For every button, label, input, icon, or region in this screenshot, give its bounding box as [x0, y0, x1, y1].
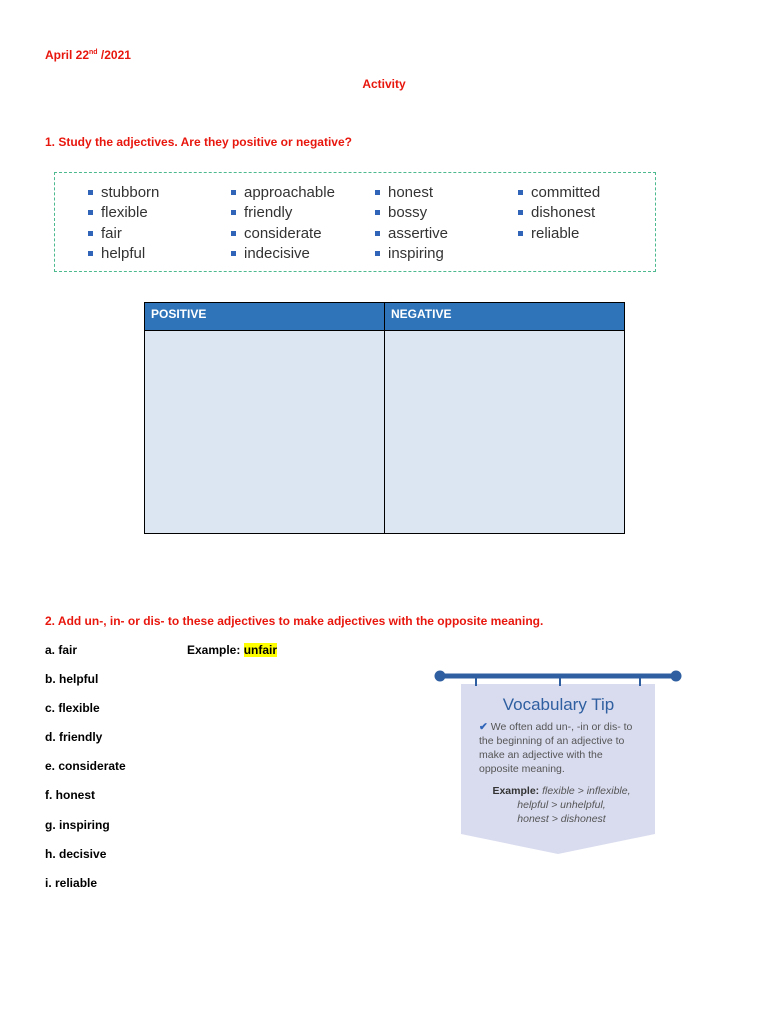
tip-body — [479, 720, 644, 776]
word-item: committed — [518, 182, 600, 203]
bullet-icon — [88, 231, 93, 236]
activity-title: Activity — [362, 77, 406, 91]
word-item: considerate — [231, 223, 335, 244]
word-item: approachable — [231, 182, 335, 203]
positive-negative-table — [144, 302, 625, 534]
list-item: b. helpful — [45, 672, 99, 686]
word-item: honest — [375, 182, 448, 203]
tip-example-line: honest > dishonest — [517, 813, 606, 825]
list-item: d. friendly — [45, 730, 103, 744]
rod-end-left — [435, 671, 446, 682]
word-item: assertive — [375, 223, 448, 244]
word-item: friendly — [231, 203, 335, 224]
tip-example — [479, 784, 644, 826]
tip-example-label: Example: — [492, 785, 540, 797]
adjective-word-box — [54, 172, 656, 272]
positive-header: POSITIVE — [145, 303, 385, 331]
bullet-icon — [231, 251, 236, 256]
word-item: bossy — [375, 203, 448, 224]
date — [45, 48, 131, 62]
word-item: inspiring — [375, 244, 448, 265]
word-column-3 — [375, 182, 448, 264]
bullet-icon — [231, 210, 236, 215]
word-item: flexible — [88, 203, 159, 224]
bullet-icon — [518, 190, 523, 195]
bullet-icon — [231, 231, 236, 236]
tip-title: Vocabulary Tip — [502, 695, 615, 714]
list-item: a. fair — [45, 643, 78, 657]
question-2-title: 2. Add un-, in- or dis- to these adjectives to make adjectives with the opposite meaning. — [45, 614, 544, 628]
list-item: g. inspiring — [45, 818, 110, 832]
bullet-icon — [375, 210, 380, 215]
bullet-icon — [231, 190, 236, 195]
date-suffix: nd — [89, 49, 98, 56]
word-column-2 — [231, 182, 335, 264]
word-item: reliable — [518, 223, 600, 244]
example — [187, 643, 277, 657]
negative-answer-cell[interactable] — [385, 331, 624, 533]
example-answer: unfair — [243, 643, 278, 657]
tip-example-line: flexible > inflexible, — [542, 785, 631, 797]
bullet-icon — [88, 251, 93, 256]
bullet-icon — [518, 210, 523, 215]
bullet-icon — [375, 251, 380, 256]
question-1-title: 1. Study the adjectives. Are they positive or negative? — [45, 135, 352, 149]
date-main: April 22 — [45, 48, 90, 62]
tip-example-line: helpful > unhelpful, — [517, 799, 606, 811]
list-item: i. reliable — [45, 876, 98, 890]
negative-header: NEGATIVE — [385, 303, 624, 331]
list-item: h. decisive — [45, 847, 107, 861]
bullet-icon — [88, 210, 93, 215]
word-column-4 — [518, 182, 600, 244]
bullet-icon — [375, 190, 380, 195]
example-label: Example: — [187, 643, 244, 657]
tip-body-text: We often add un-, -in or dis- to the beginning of an adjective to make an adjective with the opposite meaning. — [479, 721, 633, 775]
check-icon: ✔ — [479, 721, 488, 733]
bullet-icon — [518, 231, 523, 236]
word-item: indecisive — [231, 244, 335, 265]
word-item: fair — [88, 223, 159, 244]
list-item: c. flexible — [45, 701, 100, 715]
word-column-1 — [88, 182, 159, 264]
word-item: dishonest — [518, 203, 600, 224]
list-item: e. considerate — [45, 759, 126, 773]
positive-answer-cell[interactable] — [145, 331, 385, 533]
list-item: f. honest — [45, 788, 95, 802]
rod-end-right — [671, 671, 682, 682]
bullet-icon — [88, 190, 93, 195]
word-item: helpful — [88, 244, 159, 265]
date-year: /2021 — [97, 48, 131, 62]
vocabulary-tip-content — [479, 695, 644, 826]
word-item: stubborn — [88, 182, 159, 203]
bullet-icon — [375, 231, 380, 236]
